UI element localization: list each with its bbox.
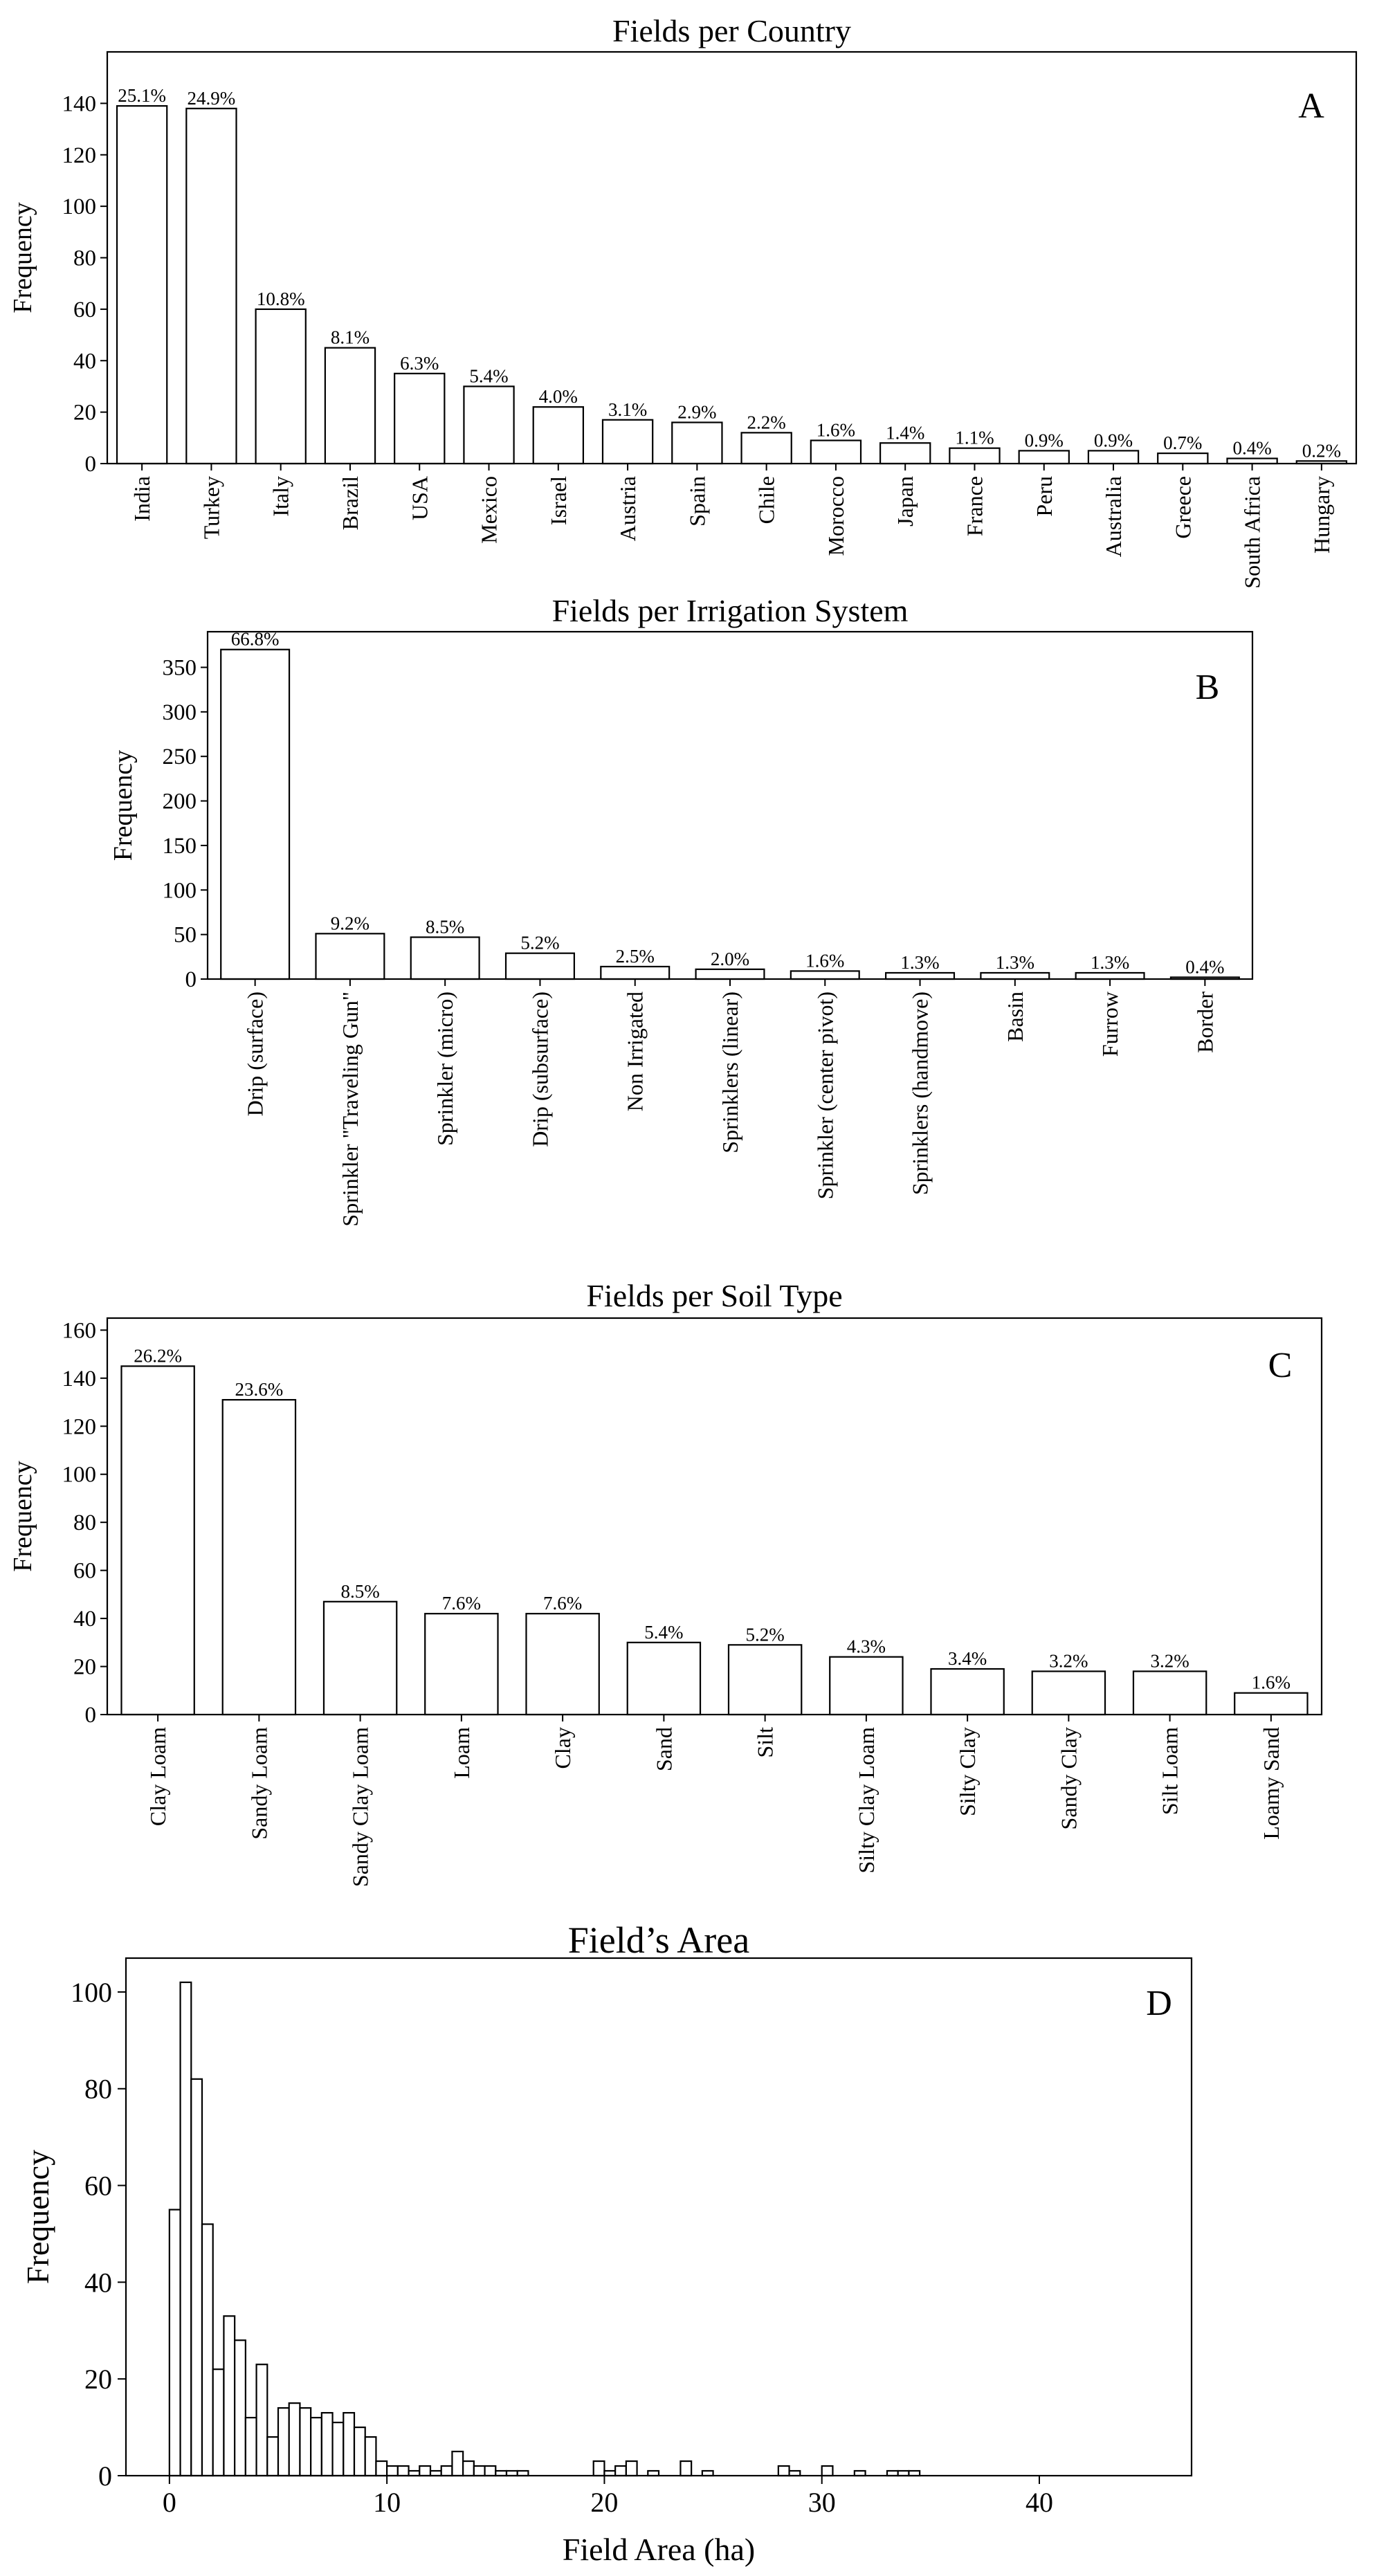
y-tick-label: 300	[162, 700, 197, 725]
data-label: 1.3%	[900, 951, 940, 973]
histogram-bar	[257, 2364, 268, 2476]
bar	[981, 973, 1049, 979]
bar	[1019, 450, 1069, 464]
histogram-bar	[300, 2408, 311, 2476]
histogram-bar	[680, 2461, 691, 2476]
data-label: 7.6%	[441, 1593, 481, 1614]
data-label: 25.1%	[118, 85, 167, 107]
x-tick-label: Sprinkler (micro)	[432, 992, 458, 1147]
bar	[603, 420, 653, 464]
chart-panel-B	[109, 593, 1252, 1227]
bar	[628, 1643, 700, 1715]
x-tick-label: Drip (subsurface)	[527, 992, 553, 1147]
data-label: 1.6%	[805, 950, 845, 971]
y-axis-label: Frequency	[109, 749, 138, 861]
bar	[880, 443, 930, 464]
histogram-bar	[441, 2466, 453, 2476]
y-tick-label: 140	[62, 91, 96, 117]
histogram-bar	[181, 1982, 192, 2476]
chart-panel-A	[8, 13, 1356, 589]
y-tick-label: 40	[73, 349, 96, 374]
data-label: 8.5%	[340, 1580, 380, 1602]
x-tick-label: Silt Loam	[1157, 1727, 1183, 1816]
histogram-bar	[246, 2418, 257, 2476]
bar	[1234, 1693, 1307, 1715]
data-label: 1.4%	[886, 422, 925, 444]
x-tick-label: Loamy Sand	[1258, 1727, 1284, 1840]
data-label: 0.2%	[1302, 440, 1341, 462]
x-tick-label: Israel	[545, 476, 571, 526]
data-label: 2.0%	[710, 948, 750, 969]
chart-title: Fields per Country	[612, 13, 851, 48]
y-axis-label: Frequency	[20, 2149, 55, 2285]
histogram-bar	[822, 2466, 833, 2476]
x-tick-label: Italy	[268, 476, 293, 517]
x-tick-label: Drip (surface)	[242, 992, 268, 1117]
bar	[1227, 459, 1277, 464]
x-tick-label: Sprinklers (handmove)	[907, 992, 933, 1196]
y-tick-label: 60	[73, 297, 96, 322]
histogram-bar	[376, 2461, 387, 2476]
y-tick-label: 40	[84, 2267, 112, 2299]
bar	[1133, 1671, 1206, 1715]
data-label: 3.2%	[1049, 1650, 1088, 1672]
x-tick-label: Peru	[1031, 476, 1057, 517]
x-tick-label: 30	[808, 2487, 836, 2518]
x-tick-label: Spain	[684, 476, 710, 527]
data-label: 3.1%	[608, 399, 648, 420]
data-label: 4.0%	[538, 386, 578, 408]
x-tick-label: Border	[1192, 992, 1218, 1053]
x-tick-label: Sandy Clay	[1056, 1727, 1082, 1830]
data-label: 0.4%	[1185, 956, 1225, 978]
data-label: 23.6%	[235, 1379, 284, 1400]
bar	[121, 1366, 194, 1715]
data-label: 2.5%	[615, 945, 655, 967]
data-label: 3.2%	[1150, 1650, 1189, 1672]
bar	[223, 1400, 295, 1715]
histogram-bar	[419, 2466, 430, 2476]
x-tick-label: Sprinkler (center pivot)	[812, 992, 838, 1200]
histogram-bar	[213, 2369, 224, 2476]
data-label: 1.6%	[1251, 1672, 1291, 1693]
bar	[526, 1614, 599, 1715]
bar	[256, 309, 306, 464]
bar	[534, 407, 583, 464]
bar	[742, 432, 792, 464]
histogram-bar	[289, 2403, 300, 2476]
data-label: 1.1%	[955, 427, 994, 448]
data-label: 5.4%	[469, 365, 509, 387]
y-tick-label: 140	[62, 1366, 96, 1391]
x-tick-label: 20	[590, 2487, 619, 2518]
x-tick-label: Japan	[893, 476, 918, 527]
data-label: 0.9%	[1024, 430, 1064, 451]
data-label: 4.3%	[846, 1636, 886, 1657]
histogram-bar	[387, 2466, 398, 2476]
histogram-bar	[626, 2461, 637, 2476]
data-label: 9.2%	[330, 913, 370, 934]
y-tick-label: 160	[62, 1318, 96, 1344]
bar	[729, 1645, 801, 1715]
data-label: 10.8%	[256, 288, 305, 309]
histogram-bar	[398, 2466, 409, 2476]
bar	[324, 1602, 396, 1715]
x-tick-label: Austria	[615, 476, 641, 542]
data-label: 0.7%	[1163, 432, 1203, 454]
x-tick-label: Hungary	[1308, 476, 1334, 554]
histogram-bar	[594, 2461, 605, 2476]
bar	[1076, 973, 1145, 979]
y-axis-label: Frequency	[8, 1461, 37, 1572]
bar	[425, 1614, 498, 1715]
histogram-bar	[474, 2466, 485, 2476]
bar	[1032, 1671, 1105, 1715]
data-label: 8.1%	[330, 327, 370, 348]
histogram-bar	[778, 2466, 790, 2476]
x-tick-label: 40	[1025, 2487, 1053, 2518]
y-tick-label: 0	[98, 2460, 112, 2492]
y-tick-label: 120	[62, 143, 96, 168]
x-tick-label: Non Irrigated	[622, 992, 648, 1112]
bar	[1088, 450, 1138, 464]
bar	[394, 374, 444, 464]
chart-title: Field’s Area	[567, 1919, 750, 1961]
chart-panel-C	[8, 1278, 1322, 1887]
x-tick-label: Sandy Clay Loam	[347, 1727, 373, 1888]
histogram-bar	[278, 2408, 289, 2476]
panel-label: A	[1298, 86, 1324, 126]
x-tick-label: Clay Loam	[145, 1727, 171, 1827]
y-tick-label: 100	[62, 194, 96, 220]
y-tick-label: 60	[73, 1558, 96, 1584]
bar	[506, 953, 574, 979]
x-tick-label: Silt	[752, 1727, 778, 1758]
y-tick-label: 0	[84, 1703, 96, 1728]
x-tick-label: Clay	[550, 1727, 576, 1769]
histogram-bar	[311, 2418, 322, 2476]
panel-label: C	[1268, 1346, 1293, 1385]
bar	[316, 933, 384, 979]
histogram-bar	[343, 2413, 354, 2476]
x-tick-label: Turkey	[199, 476, 224, 540]
x-tick-label: Brazil	[337, 476, 363, 531]
panel-label: B	[1195, 668, 1220, 707]
histogram-bar	[322, 2413, 333, 2476]
chart-title: Fields per Soil Type	[586, 1278, 843, 1313]
histogram-bar	[235, 2340, 246, 2476]
y-tick-label: 100	[162, 878, 197, 904]
chart-title: Fields per Irrigation System	[551, 593, 909, 628]
bar	[1158, 453, 1207, 464]
y-tick-label: 60	[84, 2170, 112, 2202]
y-tick-label: 20	[84, 2364, 112, 2395]
data-label: 5.4%	[644, 1621, 684, 1643]
histogram-bar	[267, 2437, 278, 2476]
x-tick-label: Loam	[448, 1727, 474, 1779]
histogram-bar	[365, 2437, 376, 2476]
x-tick-label: Greece	[1170, 476, 1196, 539]
x-tick-label: 0	[162, 2487, 176, 2518]
y-tick-label: 80	[73, 1510, 96, 1536]
data-label: 2.2%	[747, 412, 786, 433]
bar	[186, 109, 236, 464]
data-label: 1.3%	[1090, 951, 1130, 973]
y-axis-label: Frequency	[8, 202, 37, 313]
x-tick-label: Mexico	[476, 476, 502, 544]
bar	[931, 1669, 1003, 1715]
histogram-bar	[463, 2461, 474, 2476]
x-tick-label: Sprinkler "Traveling Gun"	[337, 992, 363, 1227]
x-tick-label: Furrow	[1097, 992, 1123, 1057]
x-tick-label: Chile	[754, 476, 779, 524]
y-tick-label: 80	[73, 246, 96, 271]
panel-label: D	[1146, 1984, 1172, 2023]
bar	[411, 938, 480, 979]
bar	[696, 969, 765, 979]
histogram-bar	[615, 2466, 626, 2476]
histogram-bar	[224, 2316, 235, 2476]
histogram-bar	[452, 2451, 463, 2476]
data-label: 26.2%	[134, 1345, 182, 1367]
bar	[325, 348, 375, 464]
bar	[464, 386, 513, 464]
data-label: 2.9%	[677, 401, 717, 423]
data-label: 8.5%	[426, 916, 465, 938]
y-tick-label: 200	[162, 789, 197, 814]
data-label: 0.4%	[1232, 437, 1272, 459]
bar	[117, 106, 167, 464]
x-tick-label: 10	[373, 2487, 401, 2518]
data-label: 24.9%	[187, 87, 236, 109]
histogram-bar	[202, 2224, 213, 2476]
data-label: 6.3%	[400, 352, 439, 374]
bar	[601, 967, 669, 979]
data-label: 66.8%	[230, 628, 280, 650]
x-tick-label: Silty Clay Loam	[853, 1727, 879, 1874]
x-axis-label: Field Area (ha)	[562, 2532, 756, 2567]
x-tick-label: France	[962, 476, 987, 537]
histogram-bar	[485, 2466, 496, 2476]
y-tick-label: 120	[62, 1414, 96, 1440]
plot-frame	[126, 1958, 1192, 2476]
x-tick-label: Australia	[1101, 476, 1127, 558]
bar	[886, 973, 954, 979]
data-label: 1.6%	[816, 419, 856, 441]
x-tick-label: South Africa	[1239, 476, 1265, 589]
x-tick-label: Sprinklers (linear)	[718, 992, 742, 1153]
x-tick-label: Sandy Loam	[246, 1727, 272, 1840]
y-tick-label: 80	[84, 2073, 112, 2105]
bar	[672, 423, 722, 464]
y-tick-label: 0	[84, 452, 96, 477]
bar	[791, 971, 859, 979]
chart-panel-D	[20, 1919, 1192, 2567]
histogram-bar	[191, 2079, 202, 2476]
bar	[221, 650, 289, 979]
y-tick-label: 150	[162, 833, 197, 859]
x-tick-label: Morocco	[823, 476, 848, 556]
bar	[949, 448, 999, 464]
y-tick-label: 100	[71, 1976, 112, 2008]
histogram-bar	[354, 2427, 365, 2476]
bar	[830, 1657, 902, 1715]
x-tick-label: Silty Clay	[955, 1727, 981, 1816]
x-tick-label: Sand	[651, 1727, 677, 1771]
data-label: 1.3%	[995, 951, 1034, 973]
data-label: 0.9%	[1093, 430, 1133, 451]
data-label: 5.2%	[520, 932, 560, 953]
y-tick-label: 20	[73, 1654, 96, 1680]
y-tick-label: 40	[73, 1607, 96, 1632]
x-tick-label: India	[129, 476, 155, 522]
data-label: 5.2%	[745, 1624, 785, 1645]
y-tick-label: 0	[185, 967, 197, 992]
y-tick-label: 350	[162, 655, 197, 681]
x-tick-label: Basin	[1002, 992, 1028, 1042]
data-label: 7.6%	[543, 1593, 583, 1614]
data-label: 3.4%	[948, 1648, 987, 1670]
histogram-bar	[333, 2422, 344, 2476]
y-tick-label: 250	[162, 745, 197, 770]
y-tick-label: 20	[73, 400, 96, 426]
y-tick-label: 50	[174, 922, 197, 948]
bar	[811, 441, 861, 464]
histogram-bar	[170, 2210, 181, 2476]
x-tick-label: USA	[407, 476, 432, 521]
y-tick-label: 100	[62, 1462, 96, 1488]
